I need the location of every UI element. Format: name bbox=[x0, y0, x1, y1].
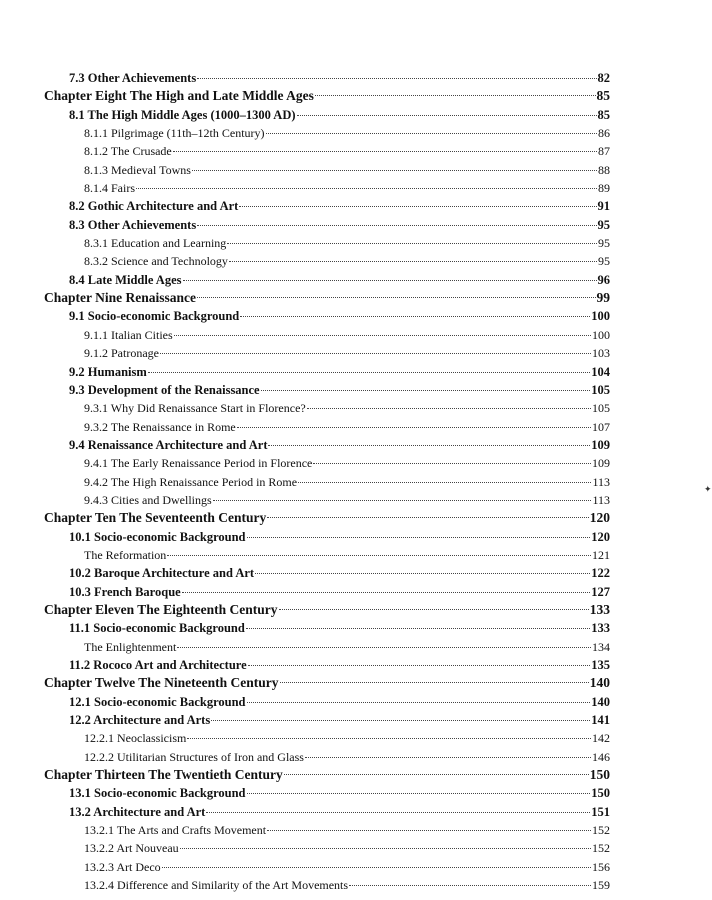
dot-leader bbox=[227, 243, 597, 244]
dot-leader bbox=[197, 225, 596, 226]
toc-entry-page-number: 140 bbox=[591, 694, 610, 709]
toc-entry-title: The Reformation bbox=[84, 547, 167, 562]
dot-leader bbox=[192, 170, 597, 171]
toc-entry-title: 10.3 French Baroque bbox=[69, 584, 181, 599]
toc-entry-page-number: 146 bbox=[592, 749, 610, 764]
toc-subsection-entry[interactable] bbox=[0, 124, 708, 142]
dot-leader bbox=[197, 297, 595, 298]
dot-leader bbox=[307, 408, 591, 409]
toc-section-entry[interactable] bbox=[0, 583, 708, 601]
dot-leader bbox=[315, 95, 596, 96]
toc-subsection-entry[interactable] bbox=[0, 821, 708, 839]
toc-chapter-entry[interactable] bbox=[0, 674, 708, 692]
toc-entry-title: 8.3 Other Achievements bbox=[69, 217, 197, 232]
dot-leader bbox=[167, 555, 591, 556]
toc-entry-title: 9.1.1 Italian Cities bbox=[84, 327, 173, 342]
toc-subsection-entry[interactable] bbox=[0, 344, 708, 362]
toc-entry-title: Chapter Nine Renaissance bbox=[44, 290, 197, 306]
toc-subsection-entry[interactable] bbox=[0, 454, 708, 472]
dot-leader bbox=[349, 885, 591, 886]
dot-leader bbox=[237, 427, 591, 428]
toc-entry-page-number: 88 bbox=[598, 162, 610, 177]
toc-entry-title: 10.1 Socio-economic Background bbox=[69, 529, 246, 544]
dot-leader bbox=[229, 261, 597, 262]
toc-entry-title: Chapter Eight The High and Late Middle Ages bbox=[44, 88, 314, 104]
toc-entry-page-number: 120 bbox=[591, 529, 610, 544]
toc-entry-page-number: 151 bbox=[591, 804, 610, 819]
toc-entry-page-number: 95 bbox=[597, 217, 610, 232]
toc-entry-page-number: 152 bbox=[592, 841, 610, 856]
toc-entry-page-number: 87 bbox=[598, 144, 610, 159]
toc-chapter-entry[interactable] bbox=[0, 766, 708, 784]
toc-entry-page-number: 113 bbox=[592, 474, 610, 489]
dot-leader bbox=[246, 628, 590, 629]
toc-section-entry[interactable] bbox=[0, 693, 708, 711]
toc-section-entry[interactable] bbox=[0, 803, 708, 821]
dot-leader bbox=[180, 848, 591, 849]
toc-chapter-entry[interactable] bbox=[0, 601, 708, 619]
toc-subsection-entry[interactable] bbox=[0, 729, 708, 747]
dot-leader bbox=[280, 682, 589, 683]
toc-entry-page-number: 150 bbox=[589, 767, 610, 783]
toc-entry-title: 13.1 Socio-economic Background bbox=[69, 786, 246, 801]
toc-entry-page-number: 140 bbox=[589, 675, 610, 691]
toc-entry-page-number: 86 bbox=[598, 126, 610, 141]
dot-leader bbox=[162, 867, 591, 868]
toc-entry-page-number: 95 bbox=[598, 236, 610, 251]
toc-section-entry[interactable] bbox=[0, 784, 708, 802]
toc-entry-title: 8.1.3 Medieval Towns bbox=[84, 162, 191, 177]
toc-subsection-entry[interactable] bbox=[0, 839, 708, 857]
dot-leader bbox=[213, 500, 592, 501]
toc-entry-page-number: 100 bbox=[591, 309, 610, 324]
toc-subsection-entry[interactable] bbox=[0, 638, 708, 656]
dot-leader bbox=[247, 537, 591, 538]
toc-entry-page-number: 127 bbox=[591, 584, 610, 599]
toc-entry-title: 8.2 Gothic Architecture and Art bbox=[69, 199, 239, 214]
dot-leader bbox=[261, 390, 591, 391]
toc-entry-title: 8.1.4 Fairs bbox=[84, 181, 135, 196]
toc-entry-page-number: 103 bbox=[592, 346, 610, 361]
toc-entry-title: 9.1 Socio-economic Background bbox=[69, 309, 240, 324]
dot-leader bbox=[183, 280, 597, 281]
toc-entry-title: Chapter Thirteen The Twentieth Century bbox=[44, 767, 283, 783]
toc-entry-page-number: 104 bbox=[591, 364, 610, 379]
toc-section-entry[interactable] bbox=[0, 564, 708, 582]
toc-entry-title: 12.2 Architecture and Arts bbox=[69, 713, 211, 728]
toc-entry-title: 8.1.1 Pilgrimage (11th–12th Century) bbox=[84, 126, 265, 141]
toc-subsection-entry[interactable] bbox=[0, 491, 708, 509]
toc-subsection-entry[interactable] bbox=[0, 326, 708, 344]
toc-entry-page-number: 159 bbox=[592, 878, 610, 893]
toc-section-entry[interactable] bbox=[0, 106, 708, 124]
toc-entry-title: Chapter Eleven The Eighteenth Century bbox=[44, 601, 278, 617]
dot-leader bbox=[313, 463, 591, 464]
toc-subsection-entry[interactable] bbox=[0, 399, 708, 417]
dot-leader bbox=[248, 665, 591, 666]
toc-subsection-entry[interactable] bbox=[0, 876, 708, 894]
toc-section-entry[interactable] bbox=[0, 271, 708, 289]
dot-leader bbox=[211, 720, 590, 721]
dot-leader bbox=[255, 573, 590, 574]
toc-entry-page-number: 109 bbox=[592, 456, 610, 471]
dot-leader bbox=[267, 517, 588, 518]
toc-section-entry[interactable] bbox=[0, 381, 708, 399]
toc-section-entry[interactable] bbox=[0, 528, 708, 546]
toc-entry-page-number: 99 bbox=[596, 290, 610, 306]
toc-entry-title: 13.2 Architecture and Art bbox=[69, 804, 206, 819]
toc-entry-title: 9.4.2 The High Renaissance Period in Rome bbox=[84, 474, 298, 489]
toc-entry-title: 12.2.2 Utilitarian Structures of Iron and Glass bbox=[84, 749, 304, 764]
dot-leader bbox=[284, 774, 589, 775]
toc-entry-title: 13.2.4 Difference and Similarity of the Art Movements bbox=[84, 878, 349, 893]
toc-entry-title: 9.3.1 Why Did Renaissance Start in Florence? bbox=[84, 401, 306, 416]
toc-entry-title: 8.1 The High Middle Ages (1000–1300 AD) bbox=[69, 107, 296, 122]
toc-section-entry[interactable] bbox=[0, 436, 708, 454]
dot-leader bbox=[247, 793, 591, 794]
toc-section-entry[interactable] bbox=[0, 656, 708, 674]
dot-leader bbox=[268, 445, 590, 446]
toc-entry-page-number: 95 bbox=[598, 254, 610, 269]
toc-entry-page-number: 152 bbox=[592, 823, 610, 838]
toc-entry-title: 9.4.3 Cities and Dwellings bbox=[84, 492, 212, 507]
toc-entry-title: 8.1.2 The Crusade bbox=[84, 144, 172, 159]
dot-leader bbox=[239, 206, 596, 207]
dot-leader bbox=[177, 647, 591, 648]
toc-entry-title: 10.2 Baroque Architecture and Art bbox=[69, 566, 255, 581]
toc-subsection-entry[interactable] bbox=[0, 546, 708, 564]
dot-leader bbox=[206, 812, 590, 813]
toc-entry-title: 9.4 Renaissance Architecture and Art bbox=[69, 437, 268, 452]
toc-entry-page-number: 133 bbox=[589, 601, 610, 617]
toc-section-entry[interactable] bbox=[0, 69, 708, 87]
toc-subsection-entry[interactable] bbox=[0, 234, 708, 252]
toc-entry-title: 11.1 Socio-economic Background bbox=[69, 621, 245, 636]
dot-leader bbox=[240, 316, 590, 317]
toc-entry-page-number: 96 bbox=[597, 272, 610, 287]
toc-entry-title: 12.2.1 Neoclassicism bbox=[84, 731, 187, 746]
toc-entry-title: 13.2.2 Art Nouveau bbox=[84, 841, 179, 856]
dot-leader bbox=[297, 115, 597, 116]
dot-leader bbox=[247, 702, 591, 703]
toc-entry-title: 8.3.2 Science and Technology bbox=[84, 254, 228, 269]
toc-entry-page-number: 109 bbox=[591, 437, 610, 452]
toc-subsection-entry[interactable] bbox=[0, 252, 708, 270]
dot-leader bbox=[174, 335, 591, 336]
toc-entry-page-number: 105 bbox=[592, 401, 610, 416]
toc-entry-page-number: 107 bbox=[592, 419, 610, 434]
toc-chapter-entry[interactable] bbox=[0, 87, 708, 105]
toc-entry-page-number: 82 bbox=[597, 71, 610, 85]
toc-entry-title: 9.1.2 Patronage bbox=[84, 346, 159, 361]
toc-entry-page-number: 133 bbox=[591, 621, 610, 636]
toc-subsection-entry[interactable] bbox=[0, 142, 708, 160]
toc-entry-title: The Enlightenment bbox=[84, 639, 177, 654]
stray-mark-icon: ✦ bbox=[704, 484, 712, 494]
toc-subsection-entry[interactable] bbox=[0, 748, 708, 766]
toc-entry-title: 8.3.1 Education and Learning bbox=[84, 236, 227, 251]
toc-entry-title: 13.2.3 Art Deco bbox=[84, 859, 161, 874]
toc-entry-page-number: 121 bbox=[592, 547, 610, 562]
dot-leader bbox=[182, 592, 591, 593]
dot-leader bbox=[266, 133, 597, 134]
toc-entry-title: 12.1 Socio-economic Background bbox=[69, 694, 246, 709]
toc-section-entry[interactable] bbox=[0, 363, 708, 381]
toc-entry-page-number: 150 bbox=[591, 786, 610, 801]
toc-entry-title: 8.4 Late Middle Ages bbox=[69, 272, 182, 287]
toc-entry-title: 9.3 Development of the Renaissance bbox=[69, 382, 260, 397]
toc-entry-page-number: 85 bbox=[597, 107, 610, 122]
toc-entry-page-number: 113 bbox=[592, 492, 610, 507]
toc-entry-title: Chapter Twelve The Nineteenth Century bbox=[44, 675, 279, 691]
toc-entry-page-number: 135 bbox=[591, 658, 610, 672]
toc-entry-page-number: 120 bbox=[589, 510, 610, 526]
toc-entry-title: Chapter Ten The Seventeenth Century bbox=[44, 510, 267, 526]
toc-entry-page-number: 91 bbox=[597, 199, 610, 214]
toc-subsection-entry[interactable] bbox=[0, 418, 708, 436]
toc-entry-page-number: 85 bbox=[596, 88, 610, 104]
toc-entry-page-number: 122 bbox=[591, 566, 610, 581]
toc-section-entry[interactable] bbox=[0, 216, 708, 234]
toc-subsection-entry[interactable] bbox=[0, 161, 708, 179]
toc-entry-title: 9.4.1 The Early Renaissance Period in Florence bbox=[84, 456, 313, 471]
dot-leader bbox=[148, 372, 590, 373]
toc-entry-title: 11.2 Rococo Art and Architecture bbox=[69, 658, 247, 672]
toc-chapter-entry[interactable] bbox=[0, 289, 708, 307]
toc-entry-title: 9.2 Humanism bbox=[69, 364, 147, 379]
toc-subsection-entry[interactable] bbox=[0, 858, 708, 876]
dot-leader bbox=[267, 830, 591, 831]
toc-section-entry[interactable] bbox=[0, 307, 708, 325]
toc-entry-page-number: 141 bbox=[591, 713, 610, 728]
toc-entry-title: 9.3.2 The Renaissance in Rome bbox=[84, 419, 236, 434]
table-of-contents bbox=[0, 69, 708, 894]
toc-entry-page-number: 89 bbox=[598, 181, 610, 196]
dot-leader bbox=[160, 353, 591, 354]
dot-leader bbox=[136, 188, 597, 189]
dot-leader bbox=[305, 757, 591, 758]
dot-leader bbox=[197, 78, 596, 79]
toc-section-entry[interactable] bbox=[0, 711, 708, 729]
dot-leader bbox=[279, 609, 589, 610]
dot-leader bbox=[173, 151, 597, 152]
toc-section-entry[interactable] bbox=[0, 197, 708, 215]
toc-entry-page-number: 142 bbox=[592, 731, 610, 746]
toc-entry-title: 13.2.1 The Arts and Crafts Movement bbox=[84, 823, 267, 838]
toc-entry-page-number: 156 bbox=[592, 859, 610, 874]
toc-chapter-entry[interactable] bbox=[0, 509, 708, 527]
toc-entry-page-number: 105 bbox=[591, 382, 610, 397]
dot-leader bbox=[298, 482, 591, 483]
toc-subsection-entry[interactable] bbox=[0, 473, 708, 491]
toc-entry-title: 7.3 Other Achievements bbox=[69, 71, 197, 85]
toc-entry-page-number: 100 bbox=[592, 327, 610, 342]
dot-leader bbox=[187, 738, 591, 739]
toc-entry-page-number: 134 bbox=[592, 639, 610, 654]
toc-subsection-entry[interactable] bbox=[0, 179, 708, 197]
toc-section-entry[interactable] bbox=[0, 619, 708, 637]
